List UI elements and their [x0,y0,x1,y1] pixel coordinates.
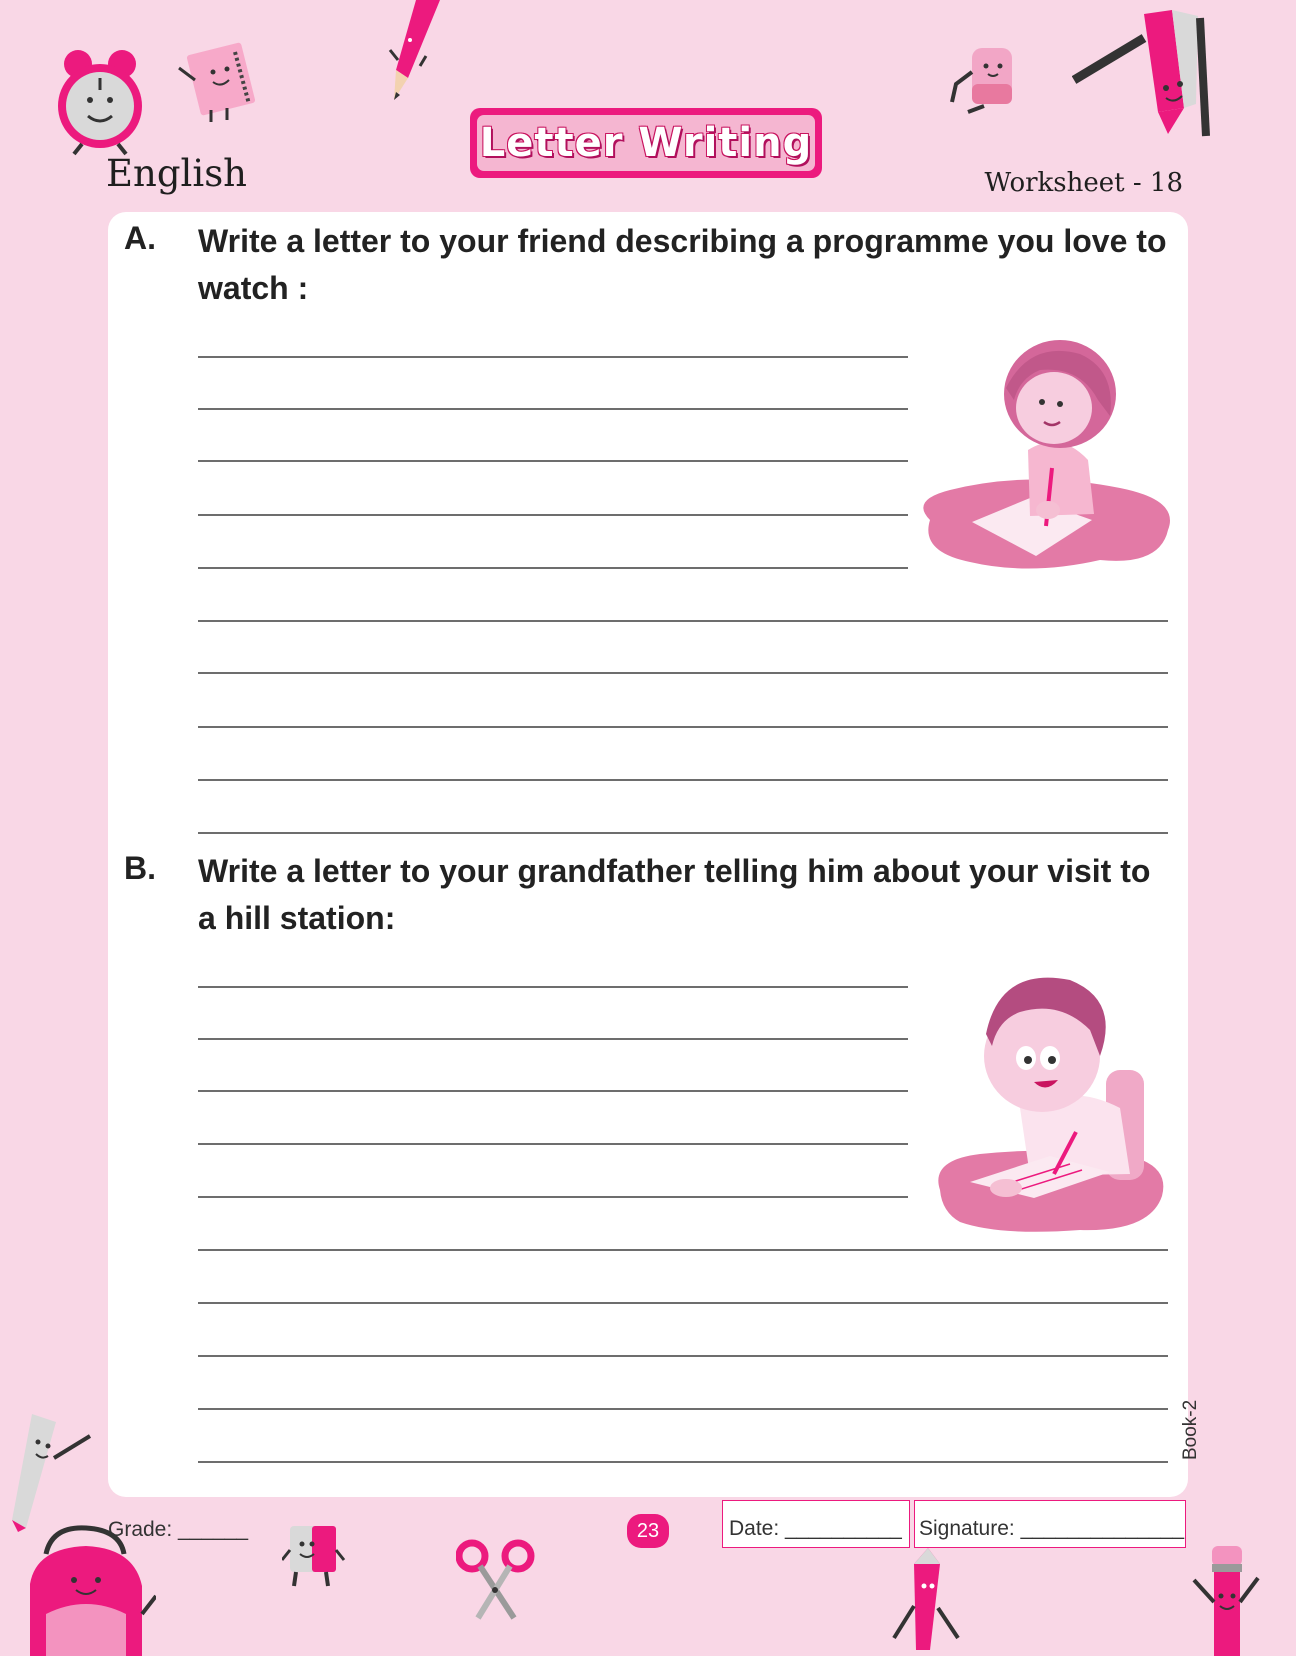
writing-line[interactable] [198,1196,908,1198]
title-badge-inner [477,115,815,171]
sharpened-pencil-icon [1072,8,1212,138]
writing-line[interactable] [198,408,908,410]
writing-line[interactable] [198,1302,1168,1304]
writing-line[interactable] [198,514,908,516]
writing-line[interactable] [198,1355,1168,1357]
signature-box [914,1500,1186,1548]
question-a-text: Write a letter to your friend describing a programme you love to watch : [198,223,1167,306]
sharpener-icon [282,1520,346,1590]
writing-line[interactable] [198,1461,1168,1463]
scissors-icon [456,1538,536,1622]
writing-line[interactable] [198,1143,908,1145]
writing-line[interactable] [198,672,1168,674]
pencil-character-icon [1190,1542,1262,1656]
writing-line[interactable] [198,832,1168,834]
question-a-label: A. [124,220,156,256]
question-b-label: B. [124,850,156,886]
writing-line[interactable] [198,620,1168,622]
page-number: 23 [627,1514,669,1548]
writing-line[interactable] [198,986,908,988]
writing-line[interactable] [198,779,1168,781]
writing-line[interactable] [198,567,908,569]
title-badge [470,108,822,178]
backpack-icon [16,1524,156,1656]
worksheet-number: Worksheet - 18 [984,168,1183,198]
date-box [722,1500,910,1548]
signature-field[interactable]: Signature: ______________ [919,1517,1185,1540]
writing-line[interactable] [198,1038,908,1040]
eraser-character-icon [948,44,1026,120]
writing-line[interactable] [198,726,1168,728]
writing-line[interactable] [198,1408,1168,1410]
writing-line[interactable] [198,356,908,358]
pencil-character-icon [380,0,444,110]
book-label: Book-2 [1180,1399,1201,1460]
writing-line[interactable] [198,1249,1168,1251]
crayon-icon [888,1546,966,1656]
date-field[interactable]: Date: __________ [729,1517,902,1540]
question-b-text: Write a letter to your grandfather telling him about your visit to a hill station: [198,853,1151,936]
page-title: Letter Writing [479,120,813,166]
ruler-character-icon [8,1408,94,1532]
girl-writing-illustration [910,330,1178,580]
alarm-clock-icon [52,44,148,156]
subject-label: English [106,152,248,195]
boy-writing-illustration [930,960,1170,1236]
writing-line[interactable] [198,1090,908,1092]
notepad-character-icon [175,42,261,124]
grade-field[interactable]: Grade: ______ [108,1518,249,1541]
writing-line[interactable] [198,460,908,462]
